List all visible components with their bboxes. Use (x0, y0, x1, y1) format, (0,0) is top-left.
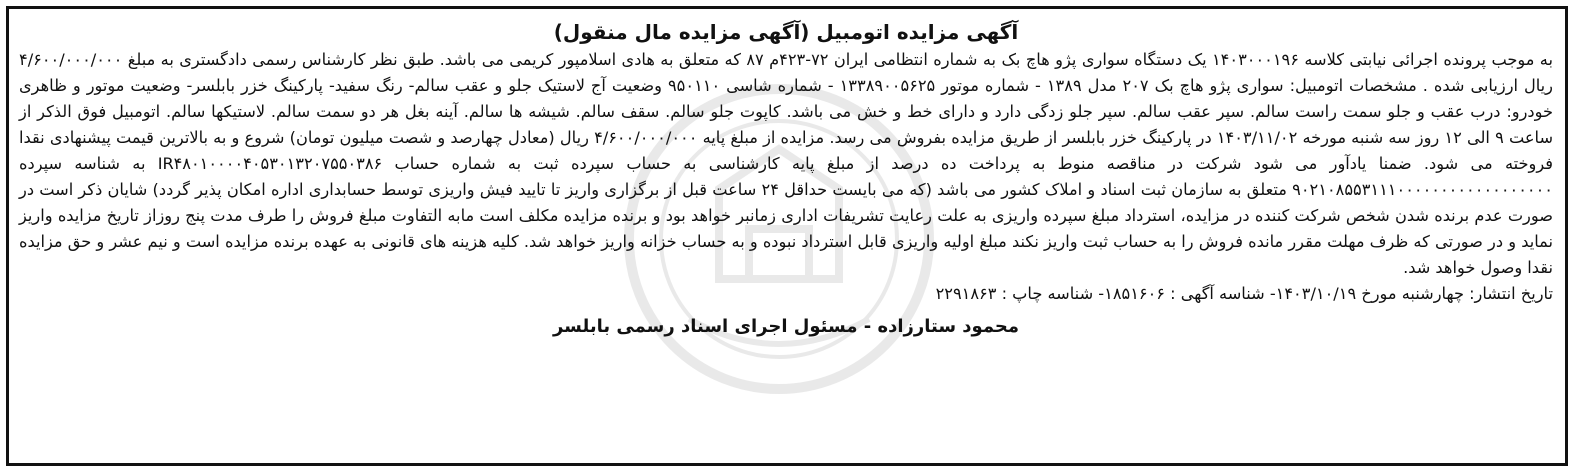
notice-content (19, 17, 1553, 341)
notice-body: به موجب پرونده اجرائی نیابتی کلاسه ۱۴۰۳۰۰۰۱۹۶ یک دستگاه سواری پژو هاچ بک به شماره انتظامی ایران ۷۲-۴۲۳م ۸۷ که متعلق به هادی اسلامپور کریمی می باشد. طبق نظر کارشناس رسمی دادگستری به مبلغ ۴/۶۰۰/۰۰۰/۰۰۰ ریال ارزیابی شده . مشخصات اتومبیل: سواری پژو هاچ بک ۲۰۷ مدل ۱۳۸۹ - شماره موتور ۱۳۳۸۹۰۰۵۶۲۵ - شماره شاسی ۹۵۰۱۱۰ وضعیت آج لاستیک جلو و عقب سالم- رنگ سفید- پارکینگ خزر بابلسر- وضعیت موتور و ظاهری خودرو: درب عقب و جلو سمت راست سالم. سپر عقب سالم. سپر جلو زدگی دارد و دارای خط و خش می باشد. کاپوت جلو سالم. سقف سالم. شیشه ها سالم. آینه بغل هر دو سمت سالم. لاستیکها سالم. اتومبیل فوق الذکر از ساعت ۹ الی ۱۲ روز سه شنبه مورخه ۱۴۰۳/۱۱/۰۲ در پارکینگ خزر بابلسر از طریق مزایده بفروش می رسد. مزایده از مبلغ پایه ۴/۶۰۰/۰۰۰/۰۰۰ ریال (معادل چهارصد و شصت میلیون تومان) شروع و به بالاترین قیمت پیشنهادی نقدا فروخته می شود. ضمنا یادآور می شود شرکت در مناقصه منوط به پرداخت ده درصد از مبلغ پایه کارشناسی به حساب سپرده ثبت به شماره حساب IR۴۸۰۱۰۰۰۰۴۰۵۳۰۱۳۲۰۷۵۵۰۳۸۶ به شناسه سپرده ۹۰۲۱۰۸۵۵۳۱۱۱۰۰۰۰۰۰۰۰۰۰۰۰۰۰۰۰۰۰ متعلق به سازمان ثبت اسناد و املاک کشور می باشد (که می بایست حداقل ۲۴ ساعت قبل از برگزاری واریز تا تایید فیش واریزی توسط حسابداری اداره امکان پذیر گردد) شایان ذکر است در صورت عدم برنده شدن شخص شرکت کننده در مزایده، استرداد مبلغ سپرده واریزی به علت رعایت تشریفات اداری زمانبر خواهد بود و برنده مزایده مکلف است مابه التفاوت مبلغ فروش را طرف مدت پنج روزاز تاریخ مزایده واریز نماید و در صورتی که ظرف مهلت مقرر مانده فروش را به حساب ثبت واریز نکند مبلغ اولیه واریزی قابل استرداد نبوده و به حساب خزانه واریز خواهد شد. کلیه هزینه های قانونی به عهده برنده مزایده است و نیم عشر و حق مزایده نقدا وصول خواهد شد. (19, 50, 1554, 277)
official-signature: محمود ستارزاده - مسئول اجرای اسناد رسمی بابلسر (552, 316, 1020, 337)
notice-frame (6, 6, 1568, 466)
notice-title: آگهی مزایده اتومبیل (آگهی مزایده مال منقول) (553, 20, 1019, 44)
publish-info-line: تاریخ انتشار: چهارشنبه مورخ ۱۴۰۳/۱۰/۱۹- شناسه آگهی : ۱۸۵۱۶۰۶- شناسه چاپ : ۲۲۹۱۸۶۳ (935, 284, 1553, 303)
